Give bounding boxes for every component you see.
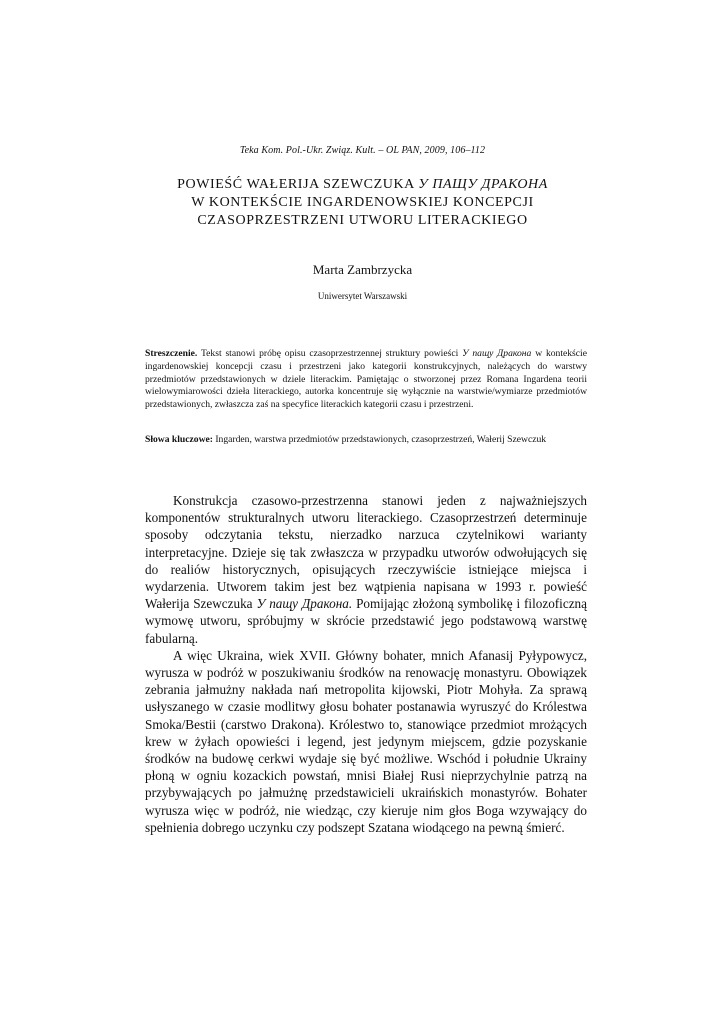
- abstract-italic-title: У пащу Дракона: [462, 348, 532, 359]
- author-name: Marta Zambrzycka: [312, 262, 413, 277]
- keywords-label: Słowa kluczowe:: [145, 434, 213, 445]
- keywords: [145, 434, 587, 447]
- keywords-text: Ingarden, warstwa przedmiotów przedstawionych, czasoprzestrzeń, Wałerij Szewczuk: [212, 434, 547, 445]
- article-title: [100, 176, 625, 230]
- title-line-1-prefix: POWIEŚĆ WAŁERIJA SZEWCZUKA: [177, 177, 419, 192]
- abstract-label: Streszczenie.: [145, 348, 198, 359]
- journal-header: Teka Kom. Pol.-Ukr. Związ. Kult. – OL PAN, 2009, 106–112: [239, 145, 486, 156]
- abstract-text-1: Tekst stanowi próbę opisu czasoprzestrzennej struktury powieści: [197, 348, 463, 359]
- paragraph-1-italic: У пащу Дракона.: [256, 596, 353, 612]
- abstract-text-2: w kontekście ingardenowskiej koncepcji czasu i przestrzeni jako kategorii konstrukcyjnych, należących do warstwy przedmiotów przedstawionych w dziele literackim. Pamiętając o stworzonej przez Romana Ingardena teorii wielowymiarowości dzieła literackiego, autorka koncentruje się wyłącznie na warstwie/wymiarze przedmiotów przedstawionych, zwłaszcza zaś na specyfice literackich kategorii czasu i przestrzeni.: [145, 348, 587, 411]
- paragraph-1: [145, 492, 587, 647]
- author-affiliation: Uniwersytet Warszawski: [317, 291, 408, 301]
- title-line-1-italic: У ПАЩУ ДРАКОНА: [418, 177, 548, 192]
- paragraph-2: A więc Ukraina, wiek XVII. Główny bohater, mnich Afanasij Pyłypowycz, wyrusza w podróż w poszukiwaniu środków na renowację monastyru. Obowiązek zebrania jałmużny nakłada nań metropolita kijowski, Piotr Mohyła. Za sprawą usłyszanego w czasie modlitwy głosu bohater postanawia wyruszyć do Królestwa Smoka/Bestii (carstwo Drakona). Królestwo to, stanowiące przedmiot mrożących krew w żyłach opowieści i legend, jest jedynym miejscem, gdzie pozyskanie środków na budowę cerkwi wydaje się być możliwe. Wschód i południe Ukrainy płoną w ogniu kozackich powstań, mnisi Białej Rusi nieprzychylnie patrzą na przybywających po jałmużnę przedstawicieli ukraińskich monastyrów. Bohater wyrusza więc w podróż, nie wiedząc, czy kieruje nim głos Boga wzywający do spełnienia dobrego uczynku czy podszept Szatana wiodącego na pewną śmierć.: [145, 647, 587, 835]
- title-line-3: CZASOPRZESTRZENI UTWORU LITERACKIEGO: [197, 213, 528, 228]
- title-line-1: [100, 176, 625, 194]
- paragraph-1-text-1: Konstrukcja czasowo-przestrzenna stanowi jeden z najważniejszych komponentów strukturalnych utworu literackiego. Czasoprzestrzeń determinuje sposoby odczytania tekstu, nierzadko narzuca czytelnikowi warianty interpretacyjne. Dzieje się tak zwłaszcza w przypadku utworów odwołujących się do realiów historycznych, opisujących rzeczywiście istniejące miejsca i wydarzenia. Utworem takim jest bez wątpienia napisana w 1993 r. powieść Wałerija Szewczuka: [145, 493, 587, 612]
- abstract: [145, 348, 587, 412]
- title-line-2: W KONTEKŚCIE INGARDENOWSKIEJ KONCEPCJI: [191, 195, 534, 210]
- paragraph-1-text-2: Pomijając złożoną symbolikę i filozoficzną wymowę utworu, spróbujmy w skrócie przedstawić jego podstawową warstwę fabularną.: [145, 596, 587, 646]
- body-text: [145, 492, 587, 836]
